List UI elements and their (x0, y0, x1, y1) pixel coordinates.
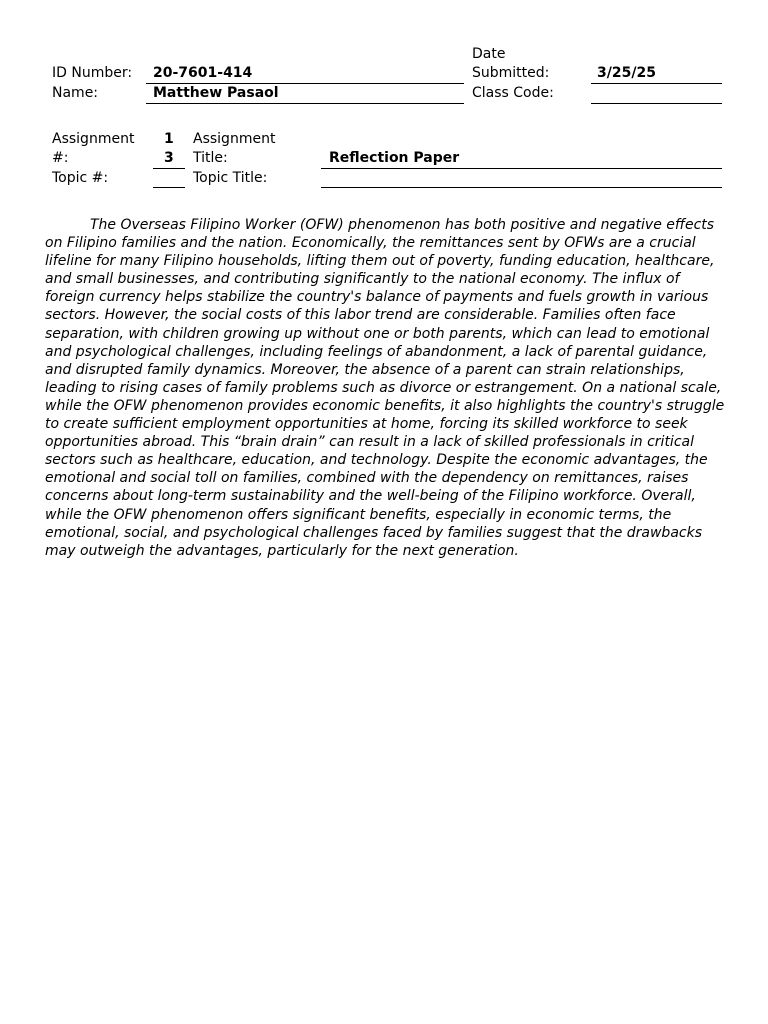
topic-title-underline (321, 187, 722, 188)
reflection-paragraph: The Overseas Filipino Worker (OFW) phenomenon has both positive and negative effects on Filipino families and the nation. Economically, the remittances sent by OFWs are a crucial lifeline for many Filipino households, lifting them out of poverty, funding education, healthcare, and small businesses, and contributing significantly to the national economy. The influx of foreign currency helps stabilize the country's balance of payments and fuels growth in various sectors. However, the social costs of this labor trend are considerable. Families often face separation, with children growing up without one or both parents, which can lead to emotional and psychological challenges, including feelings of abandonment, a lack of parental guidance, and disrupted family dynamics. Moreover, the absence of a parent can strain relationships, leading to rising cases of family problems such as divorce or estrangement. On a national scale, while the OFW phenomenon provides economic benefits, it also highlights the country's struggle to create sufficient employment opportunities at home, forcing its skilled workforce to seek opportunities abroad. This “brain drain” can result in a lack of skilled professionals in critical sectors such as healthcare, education, and technology. Despite the economic advantages, the emotional and social toll on families, combined with the dependency on remittances, raises concerns about long-term sustainability and the well-being of the Filipino workforce. Overall, while the OFW phenomenon offers significant benefits, especially in economic terms, the emotional, social, and psychological challenges faced by families suggest that the drawbacks may outweigh the advantages, particularly for the next generation. (45, 217, 725, 559)
topic-number-underline (153, 187, 185, 188)
topic-number-value: 3 (164, 150, 174, 166)
date-submitted-value: 3/25/25 (597, 65, 656, 81)
date-submitted-underline (591, 83, 722, 84)
date-submitted-label-line2: Submitted: (472, 65, 550, 81)
id-number-value: 20-7601-414 (153, 65, 253, 81)
class-code-label: Class Code: (472, 85, 554, 101)
name-label: Name: (52, 85, 99, 101)
class-code-underline (591, 103, 722, 104)
assignment-number-underline (153, 168, 185, 169)
topic-number-label: Topic #: (52, 170, 109, 186)
name-value: Matthew Pasaol (153, 85, 279, 101)
assignment-title-label-line1: Assignment (193, 131, 276, 147)
topic-title-label: Topic Title: (193, 170, 268, 186)
id-number-label: ID Number: (52, 65, 133, 81)
assignment-number-label-line1: Assignment (52, 131, 135, 147)
assignment-title-label-line2: Title: (193, 150, 228, 166)
name-underline (146, 103, 464, 104)
assignment-number-label-line2: #: (52, 150, 69, 166)
assignment-number-value: 1 (164, 131, 174, 147)
assignment-title-underline (321, 168, 722, 169)
date-submitted-label-line1: Date (472, 46, 506, 62)
assignment-title-value: Reflection Paper (329, 150, 460, 166)
